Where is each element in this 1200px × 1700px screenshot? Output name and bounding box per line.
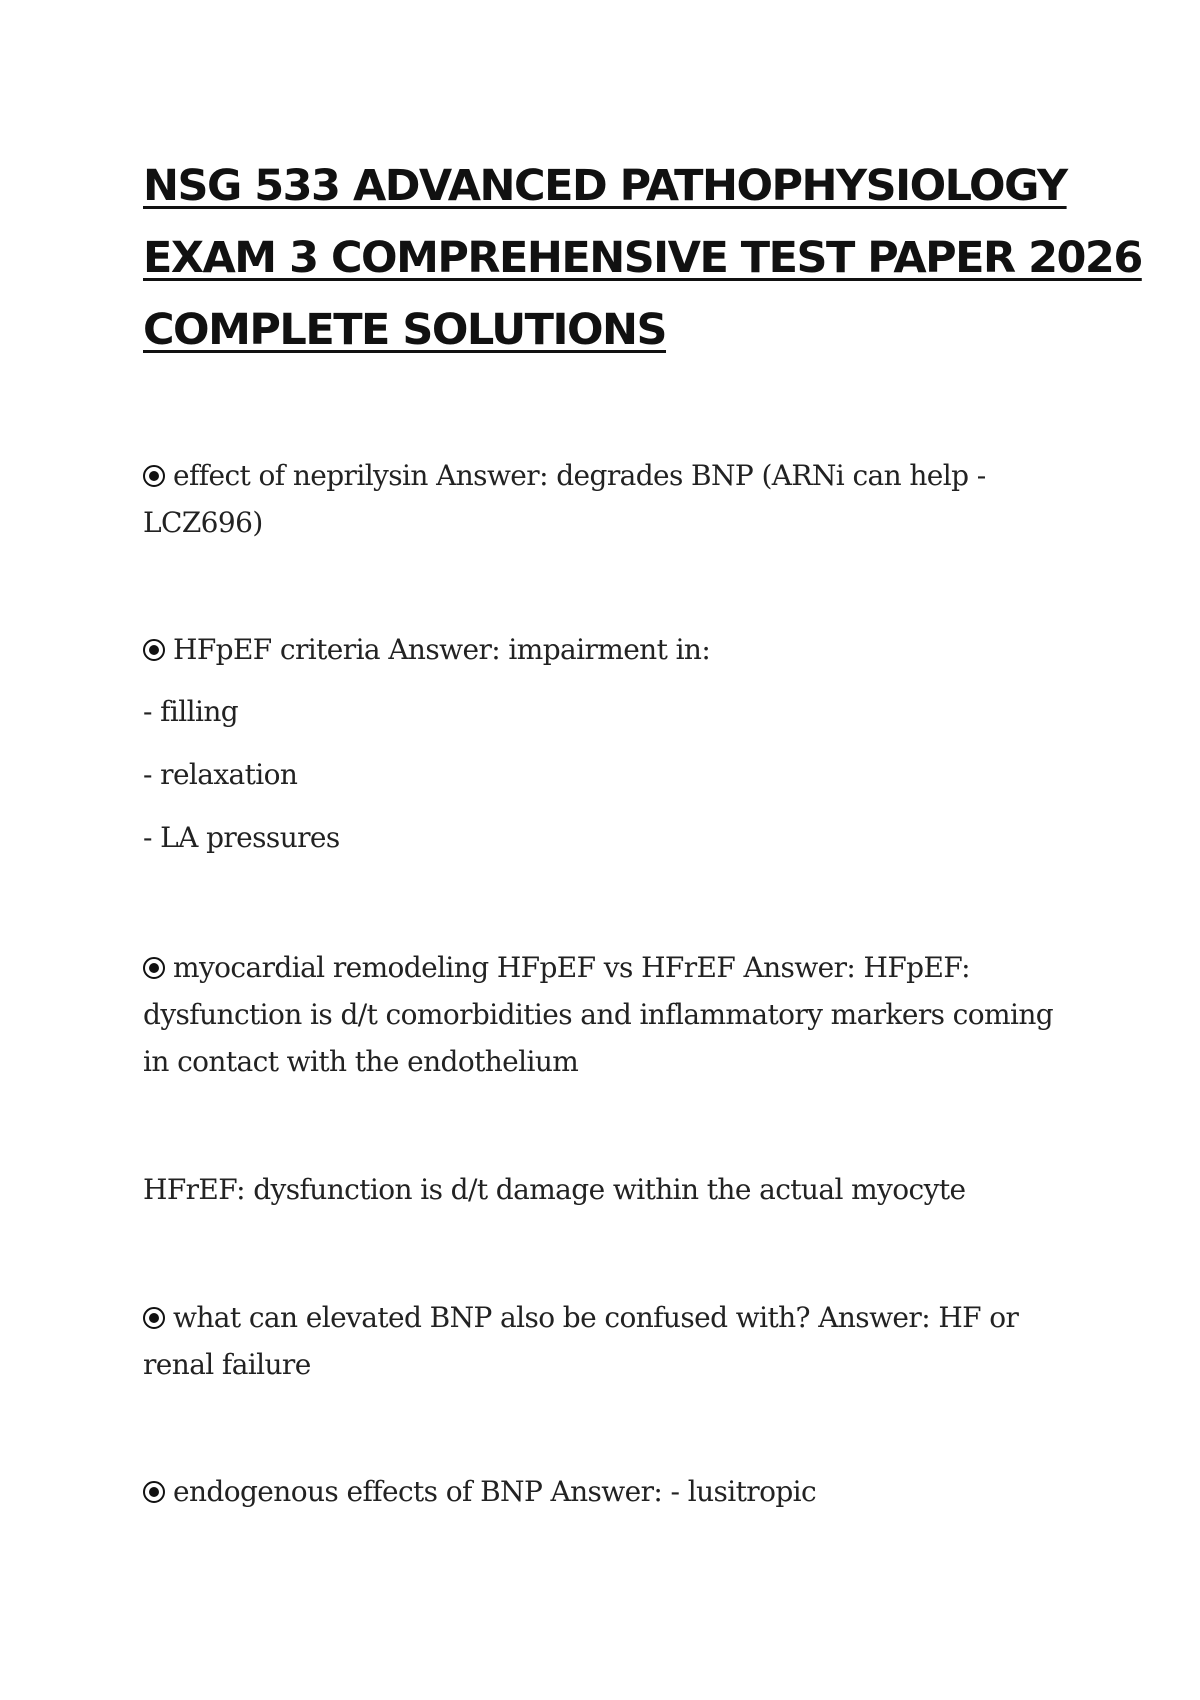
list-item: - LA pressures [143, 821, 340, 854]
qa-text: effect of neprilysin Answer: degrades BNP (ARNi can help - LCZ696) [143, 459, 986, 539]
bullet-icon [143, 1481, 165, 1503]
title-line-2: EXAM 3 COMPREHENSIVE TEST PAPER 2026 [143, 233, 1142, 283]
bullet-icon [143, 639, 165, 661]
bullet-icon [143, 1307, 165, 1329]
list-item: - relaxation [143, 758, 298, 791]
title-line-1: NSG 533 ADVANCED PATHOPHYSIOLOGY [143, 161, 1067, 211]
bullet-icon [143, 465, 165, 487]
qa-item-myocardial-remodeling [143, 944, 1063, 1085]
qa-text: HFpEF criteria Answer: impairment in: [173, 633, 711, 666]
qa-item-endogenous-bnp [143, 1468, 1063, 1515]
qa-extra-paragraph: HFrEF: dysfunction is d/t damage within the actual myocyte [143, 1173, 966, 1206]
qa-item-neprilysin [143, 452, 1063, 546]
qa-text: myocardial remodeling HFpEF vs HFrEF Answer: HFpEF: dysfunction is d/t comorbidities and inflammatory markers coming in contact with the endothelium [143, 951, 1054, 1078]
title-line-3: COMPLETE SOLUTIONS [143, 305, 667, 355]
bullet-icon [143, 957, 165, 979]
qa-text: endogenous effects of BNP Answer: - lusitropic [173, 1475, 817, 1508]
qa-item-elevated-bnp [143, 1294, 1063, 1388]
list-item: - filling [143, 695, 239, 728]
qa-item-hfpef-criteria [143, 626, 1063, 673]
qa-text: what can elevated BNP also be confused with? Answer: HF or renal failure [143, 1301, 1019, 1381]
document-title [143, 150, 1142, 366]
